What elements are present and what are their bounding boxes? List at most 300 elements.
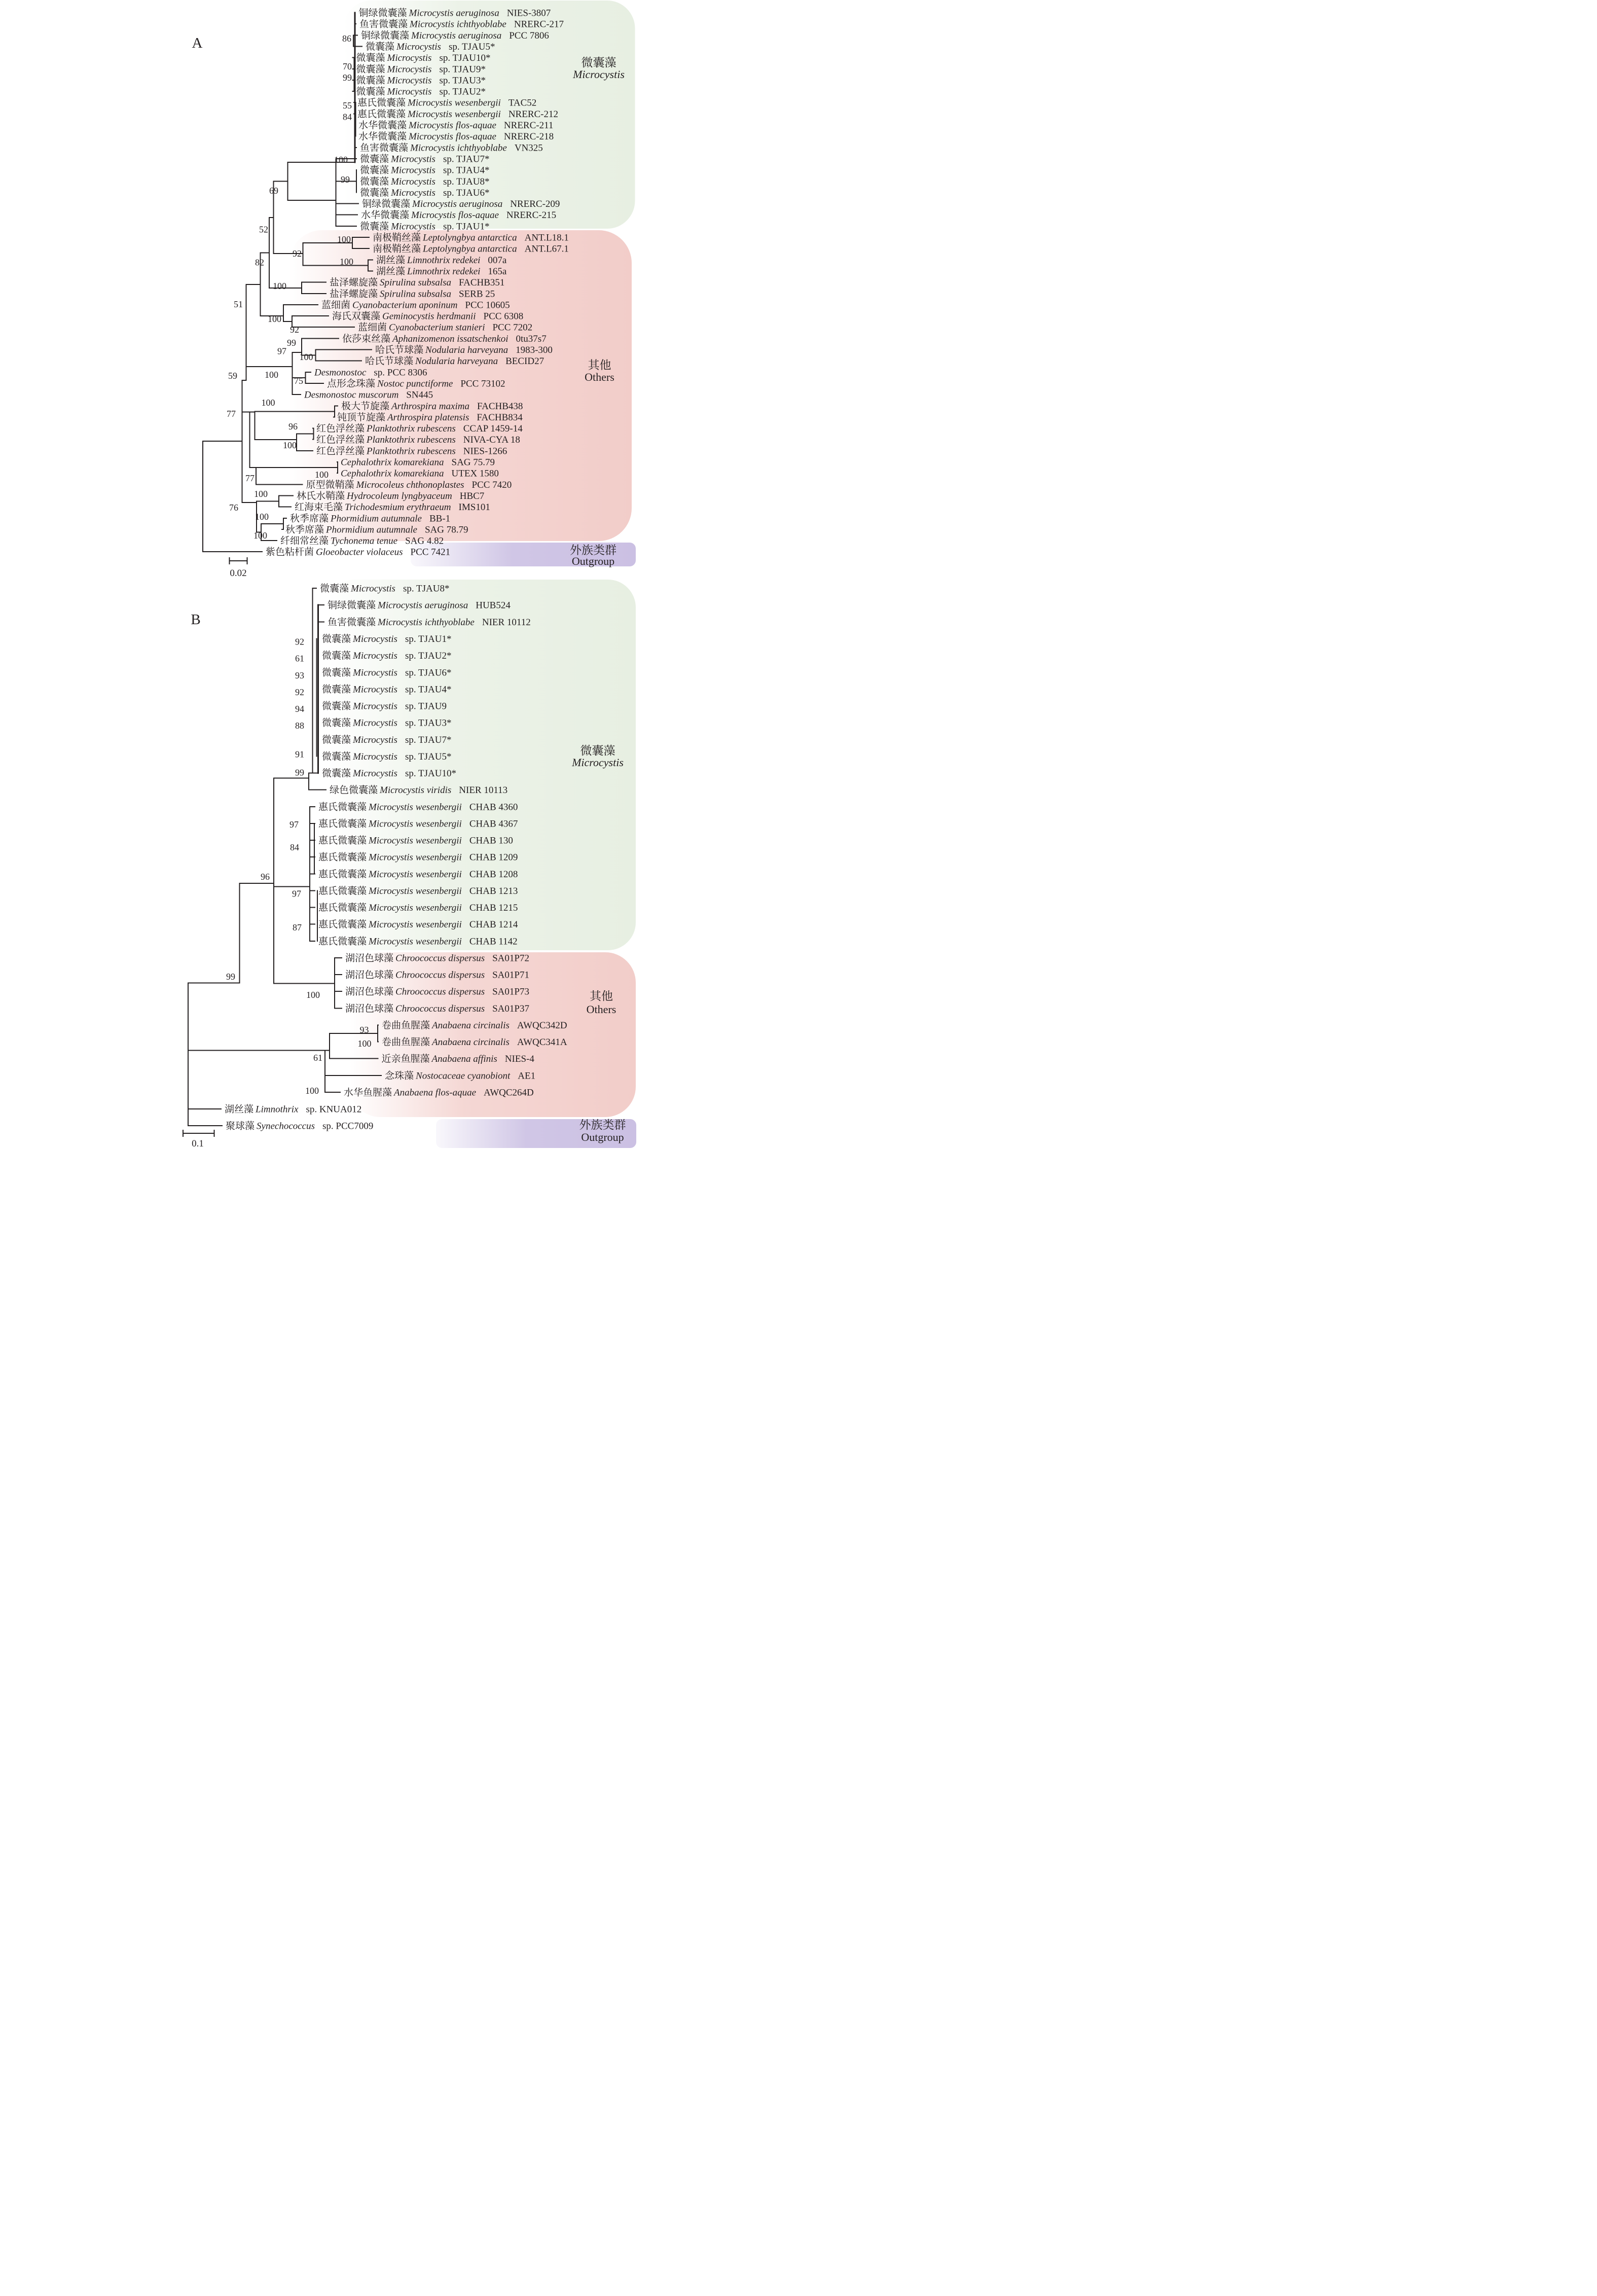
group-label-chinese: 其他 xyxy=(588,358,611,372)
taxon-latin-name: Leptolyngbya antarctica xyxy=(423,243,517,255)
taxon-latin-name: Microcystis ichthyoblabe xyxy=(378,617,475,628)
taxon-strain-code: sp. TJAU9* xyxy=(439,64,486,75)
bootstrap-value: 96 xyxy=(261,872,270,882)
taxon-chinese-name: 微囊藻 xyxy=(322,634,351,644)
taxon-strain-code: sp. TJAU7* xyxy=(405,735,452,745)
taxon-label xyxy=(332,311,523,322)
taxon-strain-code: FACHB438 xyxy=(477,401,523,412)
bootstrap-value: 99 xyxy=(295,767,304,778)
taxon-chinese-name: 微囊藻 xyxy=(366,42,395,52)
bootstrap-value: 52 xyxy=(259,224,268,235)
taxon-chinese-name: 湖丝藻 xyxy=(376,266,406,277)
taxon-strain-code: PCC 10605 xyxy=(465,300,510,311)
taxon-chinese-name: 惠氏微囊藻 xyxy=(357,109,406,120)
taxon-chinese-name: 微囊藻 xyxy=(356,75,385,86)
taxon-chinese-name: 微囊藻 xyxy=(322,751,351,762)
taxon-latin-name: Cephalothrix komarekiana xyxy=(341,468,444,479)
bootstrap-value: 91 xyxy=(295,749,304,760)
taxon-label xyxy=(318,802,518,813)
taxon-label xyxy=(359,19,564,30)
taxon-latin-name: Microcystis wesenbergii xyxy=(369,869,462,880)
taxon-latin-name: Arthrospira platensis xyxy=(387,412,469,423)
group-label-latin: Outgroup xyxy=(581,1131,624,1143)
taxon-strain-code: 0tu37s7 xyxy=(516,334,547,344)
taxon-chinese-name: 惠氏微囊藻 xyxy=(318,835,367,846)
taxon-label xyxy=(344,1087,534,1098)
taxon-label xyxy=(328,617,531,628)
bootstrap-value: 61 xyxy=(313,1053,322,1063)
bootstrap-value: 69 xyxy=(269,186,278,196)
taxon-label xyxy=(318,869,518,880)
bootstrap-value: 92 xyxy=(290,325,299,335)
taxon-label xyxy=(225,1104,361,1115)
taxon-chinese-name: 蓝细菌 xyxy=(358,322,387,333)
panel-letter: B xyxy=(191,612,201,628)
taxon-strain-code: PCC 7806 xyxy=(509,30,549,41)
taxon-latin-name: Anabaena circinalis xyxy=(432,1020,510,1031)
taxon-label xyxy=(358,322,532,333)
panel-letter: A xyxy=(192,35,203,51)
taxon-label xyxy=(304,390,433,401)
bootstrap-value: 100 xyxy=(254,489,268,499)
bootstrap-value: 75 xyxy=(294,376,303,386)
taxon-strain-code: sp. TJAU7* xyxy=(443,154,490,165)
taxon-label xyxy=(345,953,529,964)
taxon-label xyxy=(322,718,451,729)
taxon-strain-code: PCC 7421 xyxy=(410,547,451,558)
bootstrap-value: 70 xyxy=(343,61,352,71)
taxon-label xyxy=(341,457,495,468)
taxon-latin-name: Microcystis xyxy=(396,42,441,52)
taxon-strain-code: sp. PCC 8306 xyxy=(374,367,427,378)
taxon-strain-code: AE1 xyxy=(518,1070,536,1082)
taxon-latin-name: Microcystis ichthyoblabe xyxy=(410,19,506,30)
taxon-strain-code: HUB524 xyxy=(476,600,511,611)
taxon-chinese-name: 蓝细菌 xyxy=(321,300,351,311)
taxon-latin-name: Microcystis xyxy=(353,701,397,712)
taxon-latin-name: Anabaena flos-aquae xyxy=(394,1087,477,1098)
taxon-chinese-name: 微囊藻 xyxy=(356,86,385,97)
taxon-strain-code: FACHB351 xyxy=(458,277,505,288)
taxon-chinese-name: 铜绿微囊藻 xyxy=(362,199,411,209)
taxon-strain-code: NIER 10113 xyxy=(459,785,508,796)
taxon-chinese-name: 湖丝藻 xyxy=(225,1104,254,1115)
taxon-strain-code: CHAB 130 xyxy=(469,835,513,846)
taxon-strain-code: sp. TJAU10* xyxy=(405,768,456,779)
taxon-strain-code: NRERC-211 xyxy=(503,120,554,131)
taxon-chinese-name: 微囊藻 xyxy=(322,718,351,729)
taxon-label xyxy=(330,784,507,796)
taxon-latin-name: Microcystis aeruginosa xyxy=(411,30,502,41)
taxon-label xyxy=(322,667,451,678)
taxon-chinese-name: 惠氏微囊藻 xyxy=(318,869,367,880)
taxon-latin-name: Microcystis xyxy=(387,64,432,75)
taxon-strain-code: NRERC-215 xyxy=(506,210,557,221)
bootstrap-value: 100 xyxy=(334,155,348,165)
taxon-strain-code: NRERC-217 xyxy=(514,19,564,30)
taxon-chinese-name: 林氏水鞘藻 xyxy=(297,491,345,501)
taxon-strain-code: AWQC264D xyxy=(484,1087,534,1098)
taxon-label xyxy=(360,154,489,165)
taxon-latin-name: Microcystis xyxy=(353,718,397,729)
taxon-latin-name: Microcystis xyxy=(353,768,397,779)
taxon-latin-name: Microcystis aeruginosa xyxy=(409,8,499,19)
taxon-latin-name: Microcystis wesenbergii xyxy=(369,886,462,896)
taxon-strain-code: SA01P71 xyxy=(492,970,529,981)
figure-page xyxy=(0,0,798,1148)
taxon-chinese-name: 惠氏微囊藻 xyxy=(318,919,367,930)
taxon-strain-code: AWQC341A xyxy=(517,1037,567,1048)
taxon-strain-code: BB-1 xyxy=(429,513,451,524)
taxon-chinese-name: 微囊藻 xyxy=(360,221,389,232)
taxon-latin-name: Microcystis xyxy=(387,86,432,97)
taxon-latin-name: Microcystis wesenbergii xyxy=(369,903,462,913)
taxon-strain-code: sp. TJAU9 xyxy=(405,701,447,712)
taxon-label xyxy=(341,400,523,412)
taxon-label xyxy=(318,852,518,863)
taxon-chinese-name: 微囊藻 xyxy=(360,165,389,176)
taxon-label xyxy=(345,986,529,997)
bootstrap-value: 99 xyxy=(343,73,352,83)
taxon-strain-code: SA01P73 xyxy=(492,986,529,997)
taxon-latin-name: Aphanizomenon issatschenkoi xyxy=(392,334,509,344)
taxon-chinese-name: 惠氏微囊藻 xyxy=(318,818,367,830)
taxon-latin-name: Anabaena circinalis xyxy=(432,1037,510,1048)
taxon-strain-code: sp. TJAU10* xyxy=(439,53,491,63)
taxon-latin-name: Microcystis wesenbergii xyxy=(369,818,462,830)
taxon-latin-name: Microcystis xyxy=(353,735,397,745)
taxon-chinese-name: 微囊藻 xyxy=(320,583,349,594)
taxon-label xyxy=(321,300,510,311)
bootstrap-value: 61 xyxy=(295,653,304,664)
taxon-label xyxy=(382,1020,567,1031)
taxon-strain-code: NRERC-209 xyxy=(510,199,560,209)
taxon-strain-code: sp. PCC7009 xyxy=(322,1121,374,1132)
bootstrap-value: 88 xyxy=(295,721,304,731)
taxon-strain-code: NRERC-218 xyxy=(503,131,554,142)
taxon-chinese-name: 惠氏微囊藻 xyxy=(318,852,367,863)
taxon-strain-code: PCC 6308 xyxy=(483,311,524,322)
taxon-chinese-name: 聚球藻 xyxy=(226,1121,255,1132)
taxon-chinese-name: 鱼害微囊藻 xyxy=(360,142,409,154)
group-label-chinese: 微囊藻 xyxy=(581,56,616,69)
bootstrap-value: 82 xyxy=(255,257,264,268)
taxon-label xyxy=(356,52,491,63)
taxon-label xyxy=(226,1121,373,1132)
taxon-chinese-name: 湖沼色球藻 xyxy=(345,1003,394,1014)
taxon-strain-code: SN445 xyxy=(406,389,433,401)
bootstrap-value: 92 xyxy=(295,636,304,647)
taxon-label xyxy=(280,535,444,547)
taxon-label xyxy=(360,165,489,176)
taxon-chinese-name: 水华微囊藻 xyxy=(358,131,407,142)
bootstrap-value: 92 xyxy=(293,248,302,259)
bootstrap-value: 59 xyxy=(228,371,237,381)
taxon-label xyxy=(345,1003,529,1014)
taxon-label xyxy=(356,75,486,86)
taxon-chinese-name: 微囊藻 xyxy=(360,154,389,165)
taxon-latin-name: Microcystis xyxy=(353,684,397,695)
taxon-label xyxy=(359,8,551,19)
group-label-latin: Others xyxy=(585,371,614,383)
bootstrap-value: 99 xyxy=(341,174,350,185)
taxon-chinese-name: 红色浮丝藻 xyxy=(316,423,365,434)
taxon-label xyxy=(322,768,456,779)
taxon-latin-name: Microcystis xyxy=(391,188,435,198)
taxon-label xyxy=(375,344,553,355)
group-label-chinese: 外族类群 xyxy=(570,544,616,557)
taxon-chinese-name: 卷曲鱼腥藻 xyxy=(382,1020,430,1031)
taxon-label xyxy=(306,479,512,490)
taxon-chinese-name: 水华微囊藻 xyxy=(361,210,410,221)
taxon-strain-code: IMS101 xyxy=(458,502,490,513)
taxon-latin-name: Chroococcus dispersus xyxy=(395,970,485,981)
taxon-latin-name: Microcystis wesenbergii xyxy=(408,109,501,120)
bootstrap-value: 97 xyxy=(289,819,299,830)
taxon-chinese-name: 微囊藻 xyxy=(322,651,351,661)
taxon-chinese-name: 微囊藻 xyxy=(360,176,389,187)
taxon-latin-name: Microcystis xyxy=(391,154,435,165)
taxon-chinese-name: 铜绿微囊藻 xyxy=(358,8,407,19)
bootstrap-value: 100 xyxy=(273,281,286,291)
taxon-label xyxy=(330,289,495,300)
taxon-chinese-name: 湖沼色球藻 xyxy=(345,953,394,964)
taxon-strain-code: SA01P72 xyxy=(492,953,529,964)
taxon-latin-name: Microcystis xyxy=(391,165,435,176)
taxon-label xyxy=(316,446,507,457)
taxon-label xyxy=(360,221,489,232)
taxon-chinese-name: 惠氏微囊藻 xyxy=(318,936,367,947)
bootstrap-value: 96 xyxy=(288,421,298,432)
taxon-label xyxy=(365,355,544,367)
taxon-latin-name: Nodularia harveyana xyxy=(425,345,509,355)
taxon-latin-name: Spirulina subsalsa xyxy=(380,289,451,300)
taxon-label xyxy=(360,187,489,198)
taxon-latin-name: Tychonema tenue xyxy=(331,535,398,547)
bootstrap-value: 100 xyxy=(337,234,351,244)
bootstrap-value: 55 xyxy=(343,100,352,111)
taxon-latin-name: Phormidium autumnale xyxy=(326,524,417,535)
taxon-chinese-name: 秋季席藻 xyxy=(285,524,324,535)
taxon-latin-name: Microcystis flos-aquae xyxy=(409,131,496,142)
taxon-label xyxy=(356,64,486,75)
taxon-strain-code: sp. TJAU4* xyxy=(405,684,452,695)
taxon-label xyxy=(327,378,505,389)
taxon-strain-code: SAG 75.79 xyxy=(451,457,495,468)
taxon-label xyxy=(316,423,523,434)
taxon-latin-name: Microcystis xyxy=(351,583,395,594)
taxon-strain-code: NIES-4 xyxy=(504,1054,534,1064)
taxon-strain-code: sp. KNUA012 xyxy=(306,1104,362,1115)
scale-bar-label: 0.1 xyxy=(192,1138,204,1148)
taxon-latin-name: Microcystis wesenbergii xyxy=(369,936,462,947)
taxon-chinese-name: 铜绿微囊藻 xyxy=(328,600,376,611)
taxon-chinese-name: 钝顶节旋藻 xyxy=(337,412,386,423)
scale-bar-label: 0.02 xyxy=(230,568,247,579)
taxon-label xyxy=(322,650,451,661)
taxon-latin-name: Microcystis flos-aquae xyxy=(411,210,499,221)
taxon-strain-code: SA01P37 xyxy=(492,1003,529,1014)
taxon-label xyxy=(318,919,518,930)
taxon-strain-code: HBC7 xyxy=(459,491,485,501)
taxon-label xyxy=(356,86,486,97)
bootstrap-value: 100 xyxy=(305,1086,319,1096)
taxon-strain-code: NIER 10112 xyxy=(482,617,531,628)
taxon-label xyxy=(322,633,451,644)
bootstrap-value: 100 xyxy=(253,530,267,541)
taxon-strain-code: SERB 25 xyxy=(458,289,495,300)
taxon-latin-name: Microcystis wesenbergii xyxy=(369,802,462,813)
taxon-label xyxy=(322,701,447,712)
taxon-chinese-name: 哈氏节球藻 xyxy=(375,345,424,355)
taxon-strain-code: sp. TJAU3* xyxy=(439,75,486,86)
phylogenetic-tree-figure xyxy=(0,0,798,1148)
taxon-chinese-name: 微囊藻 xyxy=(322,735,351,745)
taxon-label xyxy=(318,885,518,896)
taxon-chinese-name: 海氏双囊藻 xyxy=(332,311,381,322)
taxon-strain-code: 165a xyxy=(488,266,507,277)
taxon-chinese-name: 惠氏微囊藻 xyxy=(357,97,406,109)
bootstrap-value: 77 xyxy=(227,409,236,419)
taxon-chinese-name: 微囊藻 xyxy=(356,53,385,63)
bootstrap-value: 51 xyxy=(234,299,243,309)
taxon-latin-name: Microcystis xyxy=(353,634,397,644)
taxon-strain-code: sp. TJAU2* xyxy=(439,86,486,97)
bootstrap-value: 97 xyxy=(292,888,301,899)
bootstrap-value: 100 xyxy=(261,398,275,408)
taxon-label xyxy=(320,583,449,594)
taxon-strain-code: sp. TJAU1* xyxy=(405,634,452,644)
taxon-chinese-name: 微囊藻 xyxy=(322,701,351,712)
taxon-strain-code: VN325 xyxy=(514,142,543,154)
taxon-chinese-name: 微囊藻 xyxy=(322,684,351,695)
taxon-strain-code: TAC52 xyxy=(508,97,537,109)
taxon-chinese-name: 微囊藻 xyxy=(322,768,351,779)
taxon-chinese-name: 绿色微囊藻 xyxy=(330,785,378,796)
taxon-label xyxy=(357,97,536,109)
taxon-latin-name: Chroococcus dispersus xyxy=(395,986,485,997)
taxon-strain-code: CCAP 1459-14 xyxy=(463,423,523,434)
taxon-strain-code: ANT.L67.1 xyxy=(524,243,569,255)
taxon-label xyxy=(382,1053,535,1064)
taxon-latin-name: Anabaena affinis xyxy=(431,1054,497,1064)
taxon-label xyxy=(358,131,554,142)
taxon-label xyxy=(358,120,553,131)
taxon-chinese-name: 念珠藻 xyxy=(385,1070,414,1082)
taxon-strain-code: NIES-1266 xyxy=(463,446,507,457)
taxon-label xyxy=(341,469,499,479)
bootstrap-value: 93 xyxy=(359,1025,369,1035)
taxon-latin-name: Limnothrix redekei xyxy=(407,255,481,266)
taxon-latin-name: Cyanobacterium aponinum xyxy=(352,300,458,311)
bootstrap-value: 100 xyxy=(340,257,353,267)
taxon-strain-code: SAG 4.82 xyxy=(405,535,444,547)
bootstrap-value: 100 xyxy=(357,1038,372,1049)
bootstrap-value: 86 xyxy=(342,33,351,44)
taxon-chinese-name: 紫色粘杆菌 xyxy=(266,547,314,558)
taxon-strain-code: CHAB 4367 xyxy=(469,818,518,830)
taxon-chinese-name: 盐泽螺旋藻 xyxy=(330,289,378,300)
taxon-latin-name: Geminocystis herdmanii xyxy=(382,311,476,322)
bootstrap-value: 100 xyxy=(315,470,329,480)
bootstrap-value: 100 xyxy=(299,352,313,362)
taxon-chinese-name: 湖丝藻 xyxy=(376,255,406,266)
taxon-chinese-name: 惠氏微囊藻 xyxy=(318,802,367,813)
taxon-label xyxy=(337,411,523,423)
bootstrap-value: 84 xyxy=(290,842,299,852)
taxon-label xyxy=(316,434,520,445)
group-label-latin: Outgroup xyxy=(571,555,615,567)
taxon-strain-code: CHAB 1215 xyxy=(469,903,518,913)
taxon-latin-name: Planktothrix rubescens xyxy=(367,446,456,457)
bootstrap-value: 100 xyxy=(283,440,297,450)
taxon-strain-code: NIES-3807 xyxy=(506,8,551,19)
taxon-chinese-name: 湖沼色球藻 xyxy=(345,970,394,981)
taxon-latin-name: Nostoc punctiforme xyxy=(377,378,453,389)
taxon-latin-name: Nodularia harveyana xyxy=(415,356,498,367)
taxon-latin-name: Microcystis viridis xyxy=(380,785,452,796)
taxon-chinese-name: 南极鞘丝藻 xyxy=(373,243,421,255)
taxon-strain-code: ANT.L18.1 xyxy=(524,232,569,243)
taxon-latin-name: Arthrospira maxima xyxy=(391,401,469,412)
taxon-label xyxy=(318,818,518,830)
taxon-label xyxy=(322,684,451,695)
taxon-latin-name: Chroococcus dispersus xyxy=(395,953,485,964)
taxon-latin-name: Desmonostoc muscorum xyxy=(304,389,399,401)
taxon-latin-name: Trichodesmium erythraeum xyxy=(345,502,451,513)
taxon-strain-code: FACHB834 xyxy=(477,412,523,423)
taxon-strain-code: sp. TJAU5* xyxy=(405,751,452,762)
taxon-strain-code: NRERC-212 xyxy=(508,109,559,120)
taxon-latin-name: Limnothrix redekei xyxy=(407,266,481,277)
taxon-chinese-name: 纤细常丝藻 xyxy=(280,535,329,547)
taxon-chinese-name: 水华鱼腥藻 xyxy=(344,1087,392,1098)
taxon-strain-code: CHAB 1213 xyxy=(469,886,518,896)
taxon-chinese-name: 原型微鞘藻 xyxy=(306,480,354,490)
group-label-latin: Microcystis xyxy=(573,68,625,81)
taxon-latin-name: Spirulina subsalsa xyxy=(380,277,451,288)
taxon-latin-name: Microcystis aeruginosa xyxy=(378,600,468,611)
taxon-strain-code: AWQC342D xyxy=(517,1020,567,1031)
taxon-strain-code: 1983-300 xyxy=(516,345,553,355)
taxon-label xyxy=(322,734,451,745)
taxon-label xyxy=(330,277,504,288)
taxon-chinese-name: 水华微囊藻 xyxy=(358,120,407,131)
taxon-chinese-name: 南极鞘丝藻 xyxy=(373,232,421,243)
taxon-strain-code: CHAB 1208 xyxy=(469,869,518,880)
bootstrap-value: 100 xyxy=(265,370,278,380)
taxon-label xyxy=(357,109,558,120)
taxon-latin-name: Planktothrix rubescens xyxy=(367,435,456,445)
taxon-chinese-name: 盐泽螺旋藻 xyxy=(330,277,378,288)
taxon-latin-name: Microcystis xyxy=(391,221,435,232)
taxon-chinese-name: 微囊藻 xyxy=(322,667,351,678)
group-label-chinese: 微囊藻 xyxy=(580,744,615,757)
group-label-chinese: 其他 xyxy=(590,990,613,1002)
taxon-strain-code: sp. TJAU4* xyxy=(443,165,490,176)
taxon-strain-code: CHAB 1209 xyxy=(469,852,518,863)
taxon-latin-name: Cyanobacterium stanieri xyxy=(389,322,485,333)
taxon-latin-name: Desmonostoc xyxy=(314,367,367,378)
bootstrap-value: 100 xyxy=(306,990,320,1000)
taxon-label xyxy=(318,902,518,913)
taxon-chinese-name: 秋季席藻 xyxy=(290,513,329,524)
taxon-label xyxy=(285,524,468,535)
taxon-chinese-name: 微囊藻 xyxy=(360,188,389,198)
bootstrap-value: 92 xyxy=(295,687,304,697)
taxon-latin-name: Microcystis ichthyoblabe xyxy=(410,142,507,154)
taxon-latin-name: Microcystis flos-aquae xyxy=(409,120,496,131)
